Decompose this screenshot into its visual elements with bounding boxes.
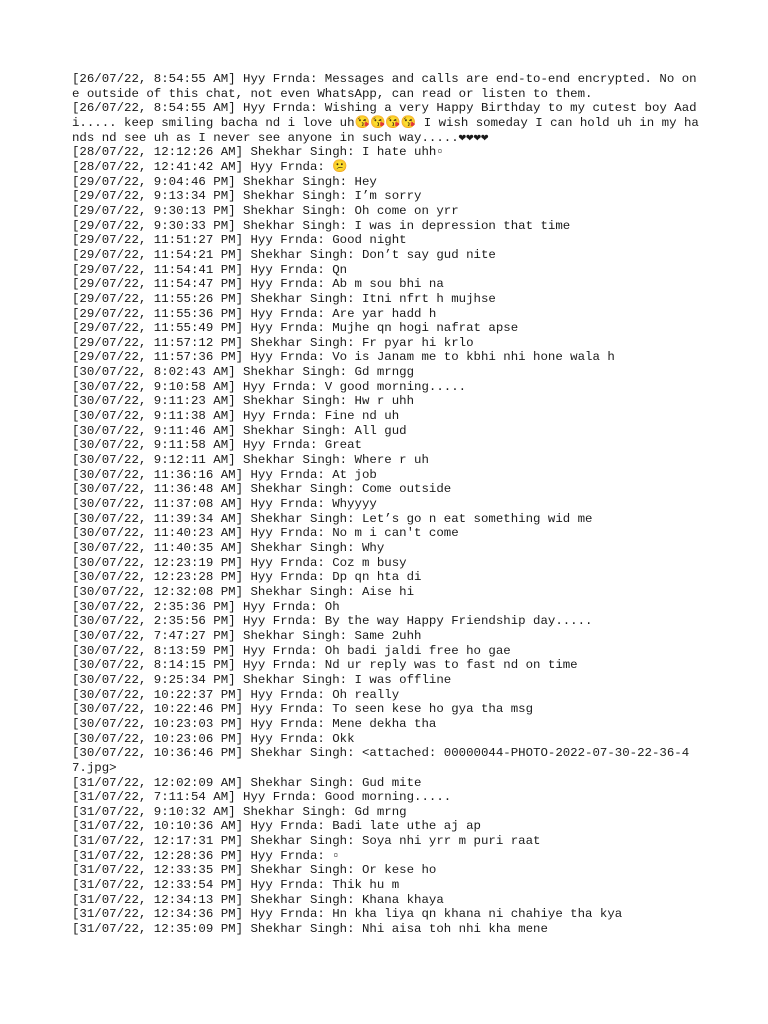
chat-message-line: [30/07/22, 9:11:23 AM] Shekhar Singh: Hw r uhh xyxy=(72,394,415,409)
chat-message-line: [30/07/22, 11:36:16 AM] Hyy Frnda: At job xyxy=(72,467,377,482)
chat-message-line: [30/07/22, 11:40:35 AM] Shekhar Singh: Why xyxy=(72,541,385,555)
chat-message-line: [29/07/22, 11:54:21 PM] Shekhar Singh: Don’t say gud nite xyxy=(72,247,496,262)
chat-message-line: [30/07/22, 11:36:48 AM] Shekhar Singh: Come outside xyxy=(72,482,452,497)
chat-message-line: [29/07/22, 11:54:47 PM] Hyy Frnda: Ab m sou bhi na xyxy=(72,277,444,292)
chat-message-line: [29/07/22, 9:30:13 PM] Shekhar Singh: Oh come on yrr xyxy=(72,203,459,218)
chat-message-line: [29/07/22, 11:55:36 PM] Hyy Frnda: Are yar hadd h xyxy=(72,306,437,321)
chat-message-line: [31/07/22, 12:35:09 PM] Shekhar Singh: Nhi aisa toh nhi kha mene xyxy=(72,922,548,937)
chat-message-line: [30/07/22, 8:02:43 AM] Shekhar Singh: Gd mrngg xyxy=(72,365,415,380)
chat-message-line: [31/07/22, 12:02:09 AM] Shekhar Singh: Gud mite xyxy=(72,775,422,790)
chat-message-line: [31/07/22, 12:34:36 PM] Hyy Frnda: Hn kha liya qn khana ni chahiye tha kya xyxy=(72,907,623,922)
chat-message-line: [29/07/22, 9:04:46 PM] Shekhar Singh: Hey xyxy=(72,174,377,189)
chat-message-line: [31/07/22, 12:33:54 PM] Hyy Frnda: Thik hu m xyxy=(72,878,400,893)
chat-message-line: [28/07/22, 12:12:26 AM] Shekhar Singh: I hate uhh▫ xyxy=(72,145,444,160)
chat-message-line: [29/07/22, 11:55:49 PM] Hyy Frnda: Mujhe qn hogi nafrat apse xyxy=(72,321,519,336)
chat-message-line: [30/07/22, 10:23:03 PM] Hyy Frnda: Mene dekha tha xyxy=(72,716,437,731)
chat-message-line: [26/07/22, 8:54:55 AM] Hyy Frnda: Messages and calls are end-to-end encrypted. No one outside of this chat, not even WhatsApp, can read or listen to them. xyxy=(72,72,697,101)
chat-message-line: [30/07/22, 11:40:23 AM] Hyy Frnda: No m i can't come xyxy=(72,526,459,541)
chat-message-line: [26/07/22, 8:54:55 AM] Hyy Frnda: Wishing a very Happy Birthday to my cutest boy Aadi..... keep smiling bacha nd i love uh😘😘😘😘 I wish someday I can hold uh in my hands nd see uh as I never see anyone in such way.....❤❤❤❤ xyxy=(72,101,699,145)
chat-message-line: [31/07/22, 12:33:35 PM] Shekhar Singh: Or kese ho xyxy=(72,863,437,878)
chat-message-line: [30/07/22, 8:14:15 PM] Hyy Frnda: Nd ur reply was to fast nd on time xyxy=(72,658,578,673)
chat-message-line: [30/07/22, 10:23:06 PM] Hyy Frnda: Okk xyxy=(72,731,355,746)
chat-message-line: [30/07/22, 9:11:46 AM] Shekhar Singh: All gud xyxy=(72,423,407,438)
chat-message-line: [31/07/22, 12:17:31 PM] Shekhar Singh: Soya nhi yrr m puri raat xyxy=(72,834,541,849)
chat-message-line: [30/07/22, 7:47:27 PM] Shekhar Singh: Same 2uhh xyxy=(72,628,422,643)
chat-message-line: [30/07/22, 12:23:19 PM] Hyy Frnda: Coz m busy xyxy=(72,555,407,570)
chat-message-line: [29/07/22, 11:57:36 PM] Hyy Frnda: Vo is Janam me to kbhi nhi hone wala h xyxy=(72,350,615,365)
chat-message-line: [29/07/22, 11:57:12 PM] Shekhar Singh: Fr pyar hi krlo xyxy=(72,335,474,350)
chat-message-line: [31/07/22, 12:28:36 PM] Hyy Frnda: ▫ xyxy=(72,848,340,863)
chat-message-line: [29/07/22, 9:13:34 PM] Shekhar Singh: I’m sorry xyxy=(72,189,422,204)
chat-message-line: [29/07/22, 11:55:26 PM] Shekhar Singh: Itni nfrt h mujhse xyxy=(72,291,496,306)
chat-message-line: [30/07/22, 11:37:08 AM] Hyy Frnda: Whyyyy xyxy=(72,497,377,512)
chat-message-line: [30/07/22, 10:22:46 PM] Hyy Frnda: To seen kese ho gya tha msg xyxy=(72,702,534,717)
chat-message-line: [30/07/22, 12:32:08 PM] Shekhar Singh: Aise hi xyxy=(72,584,415,599)
chat-message-line: [30/07/22, 9:25:34 PM] Shekhar Singh: I was offline xyxy=(72,672,452,687)
chat-message-line: [31/07/22, 9:10:32 AM] Shekhar Singh: Gd mrng xyxy=(72,804,407,819)
chat-message-line: [28/07/22, 12:41:42 AM] Hyy Frnda: 😕 xyxy=(72,159,348,174)
chat-message-line: [29/07/22, 11:51:27 PM] Hyy Frnda: Good night xyxy=(72,233,407,248)
chat-message-line: [30/07/22, 9:11:38 AM] Hyy Frnda: Fine nd uh xyxy=(72,409,400,424)
chat-message-line: [30/07/22, 10:22:37 PM] Hyy Frnda: Oh really xyxy=(72,687,400,702)
chat-message-line: [31/07/22, 12:34:13 PM] Shekhar Singh: Khana khaya xyxy=(72,892,444,907)
chat-transcript xyxy=(72,72,702,937)
chat-message-line: [30/07/22, 8:13:59 PM] Hyy Frnda: Oh badi jaldi free ho gae xyxy=(72,643,511,658)
chat-message-line: [30/07/22, 2:35:56 PM] Hyy Frnda: By the way Happy Friendship day..... xyxy=(72,614,593,629)
chat-message-line: [29/07/22, 9:30:33 PM] Shekhar Singh: I was in depression that time xyxy=(72,218,571,233)
chat-message-line: [30/07/22, 10:36:46 PM] Shekhar Singh: <attached: 00000044-PHOTO-2022-07-30-22-36-47.jpg> xyxy=(72,746,690,775)
chat-message-line: [30/07/22, 9:11:58 AM] Hyy Frnda: Great xyxy=(72,438,362,453)
chat-message-line: [31/07/22, 7:11:54 AM] Hyy Frnda: Good morning..... xyxy=(72,790,452,805)
chat-message-line: [30/07/22, 9:12:11 AM] Shekhar Singh: Where r uh xyxy=(72,453,429,468)
chat-message-line: [29/07/22, 11:54:41 PM] Hyy Frnda: Qn xyxy=(72,262,348,277)
chat-message-line: [30/07/22, 12:23:28 PM] Hyy Frnda: Dp qn hta di xyxy=(72,570,422,585)
chat-message-line: [30/07/22, 2:35:36 PM] Hyy Frnda: Oh xyxy=(72,599,340,614)
chat-message-line: [30/07/22, 11:39:34 AM] Shekhar Singh: Let’s go n eat something wid me xyxy=(72,511,593,526)
chat-message-line: [30/07/22, 9:10:58 AM] Hyy Frnda: V good morning..... xyxy=(72,379,467,394)
chat-message-line: [31/07/22, 10:10:36 AM] Hyy Frnda: Badi late uthe aj ap xyxy=(72,819,481,834)
